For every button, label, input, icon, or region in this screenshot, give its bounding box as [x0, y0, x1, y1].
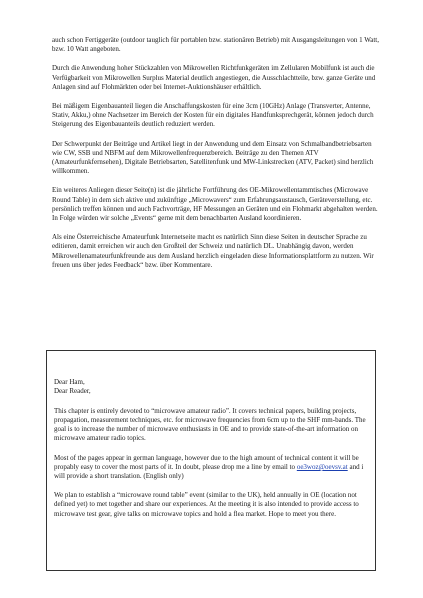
greeting-ham: Dear Ham, — [54, 378, 85, 386]
paragraph-focus-topics: Der Schwerpunkt der Beiträge und Artikel liegt in der Anwendung und dem Einsatz von Schmalbandbetriebsarten wie CW, SSB und NBFM auf dem Mikrowellenfrequenzbereich. Beiträge zu den Themen ATV (Amateurfunkfernsehen), Digitale Betriebsarten, Satellitenfunk und MW-Linkstrecken (ATV, Packet) sind herzlich willkommen. — [52, 139, 374, 176]
email-text-after: and i will provide a short translation. (English only) — [54, 462, 364, 481]
email-link[interactable]: oe3woz@oevsv.at — [296, 462, 348, 471]
paragraph-round-table: Ein weiteres Anliegen dieser Seite(n) ist die jährliche Fortführung des OE-Mikrowellentammtisches (Microwave Round Table) in dem sich aktive und zukünftige „Microwavers“ zum Erfahrungsaustausch, Geräteverstellung, etc. persönlich treffen können und auch Fachvorträge, HF Messungen an Geräten und ein Flohmarkt abgehalten werden. In Folge würden wir solche „Events“ gerne mit dem benachbarten Ausland koordinieren. — [52, 186, 378, 223]
paragraph-costs: Bei mäßigem Eigenbauanteil liegen die Anschaffungskosten für eine 3cm (10GHz) Anlage (Transverter, Antenne, Stativ, Akku,) ohne Nachsetzer im Bereich der Kosten für ein digitales Handfunksprechgerät, können jedoch durch Steigerung des Eigenbauanteils deutlich reduziert werden. — [52, 102, 374, 129]
german-section — [52, 36, 380, 280]
paragraph-german-language — [54, 454, 368, 482]
paragraph-ready-made-devices: auch schon Fertiggeräte (outdoor tauglich für portablen bzw. stationären Betrieb) mit Ausgangsleitungen von 1 Watt, bzw. 10 Watt angeboten. — [52, 36, 379, 54]
paragraph-chapter-intro: This chapter is entirely devoted to “microwave amateur radio”. It covers technical papers, building projects, propagation, measurement techniques, etc. for microwave frequencies from 6cm up to the SHF mm-bands. The goal is to increase the number of microwave enthusiasts in OE and to provide state-of-the-art information on microwave amateur radio topics. — [54, 406, 366, 443]
paragraph-surplus-material: Durch die Anwendung hoher Stückzahlen von Mikrowellen Richtfunkgeräten im Zellularen Mobilfunk ist auch die Verfügbarkeit von Mikrowellen Surplus Material deutlich angestiegen, die Ausschlachtteile, bzw. ganze Geräte und Anlagen sind auf Flohmärkten oder bei Internet-Auktionshäuser erhältlich. — [52, 64, 376, 91]
english-summary-box — [46, 350, 376, 571]
greeting — [54, 378, 368, 397]
greeting-reader: Dear Reader, — [54, 387, 91, 396]
email-text-before: Most of the pages appear in german language, however due to the high amount of technical content it will be propably easy to cover the most parts of it. In doubt, please drop me a line by email to — [54, 453, 359, 471]
paragraph-language: Als eine Österreichische Amateurfunk Internetseite macht es natürlich Sinn diese Seiten in deutscher Sprache zu editieren, damit erreichen wir auch den Großteil der Schweiz und natürlich DL. Unabhängig davon, werden Mikrowellenamateurfunkfreunde aus dem Ausland herzlich eingeladen diese Informationsplattform zu nutzen. Wir freuen uns über jedes Feedback“ bzw. über Kommentare. — [52, 233, 374, 269]
paragraph-round-table-event: We plan to establish a “microwave round table” event (similar to the UK), held annually in OE (location not defined yet) to met together and share our experiences. At the meeting it is also intended to provide access to microwave test gear, give talks on microwave topics and hold a flea market. Hope to meet you there. — [54, 491, 359, 518]
